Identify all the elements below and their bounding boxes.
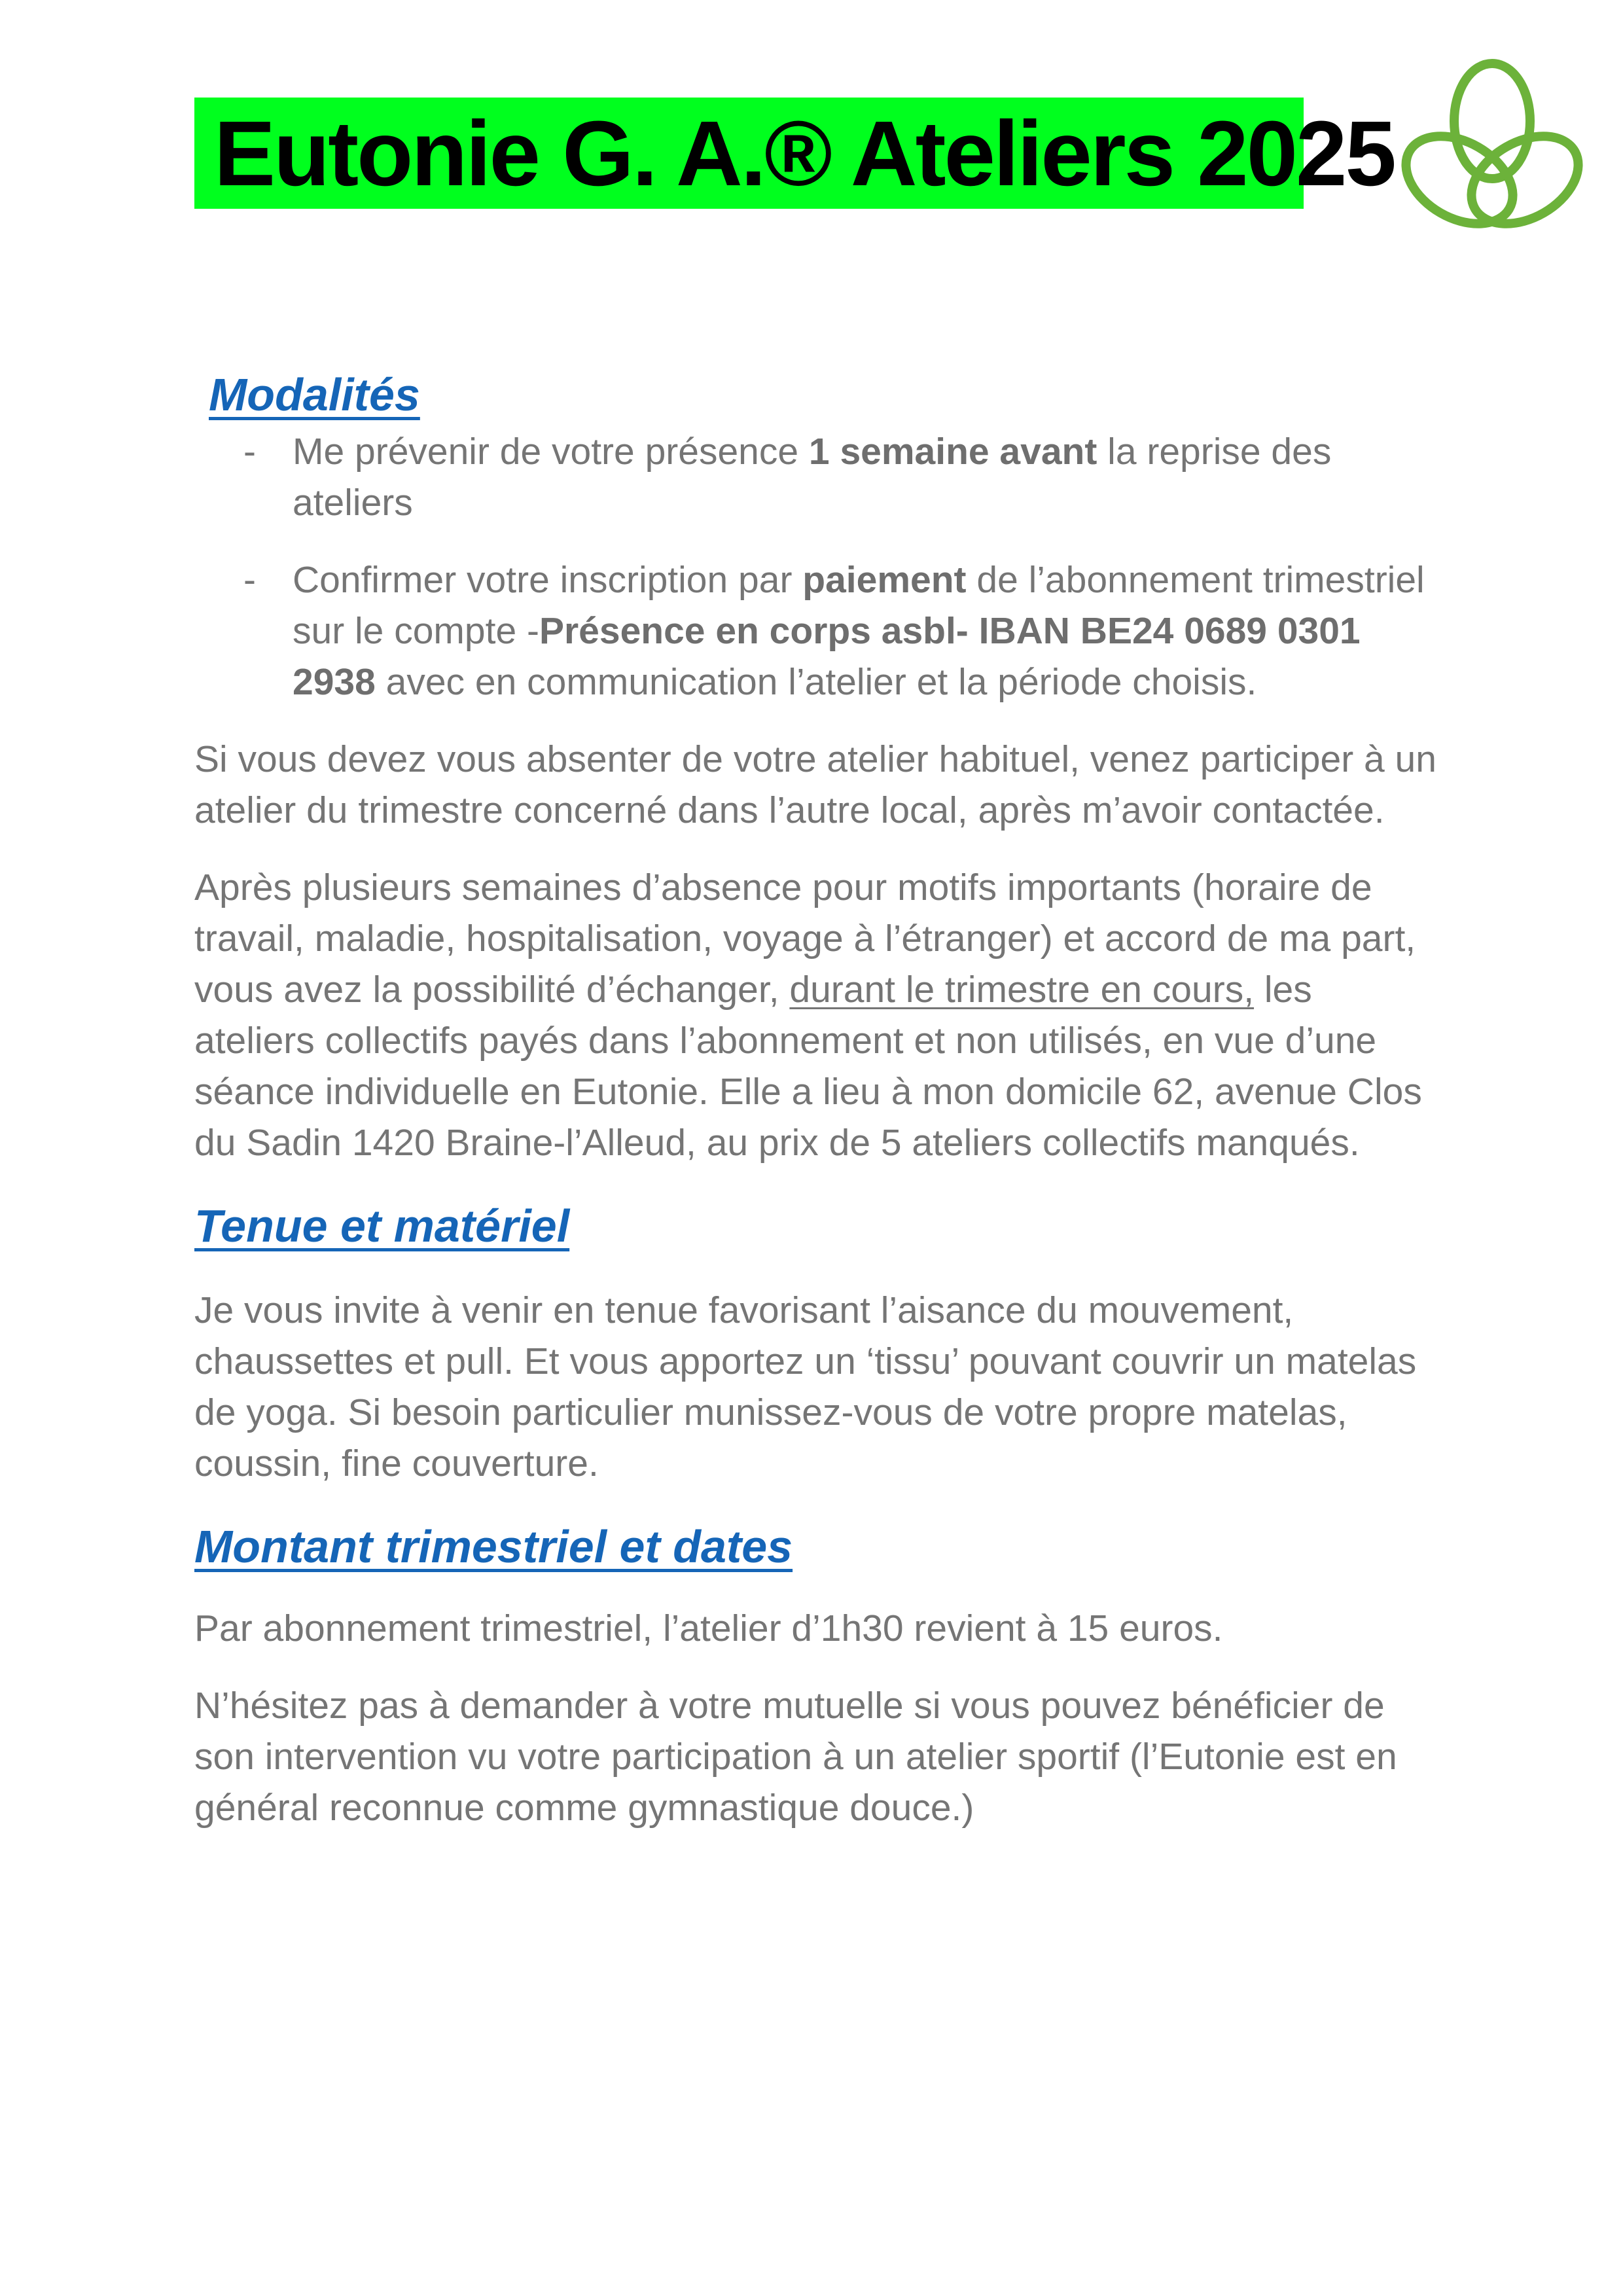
underlined-text: durant le trimestre en cours,: [789, 969, 1255, 1011]
absence-paragraph: Si vous devez vous absenter de votre atelier habituel, venez participer à un atelier du trimestre concerné dans l’autre local, après m’avoir contactée.: [194, 738, 1436, 831]
heading-tenue: Tenue et matériel: [194, 1200, 570, 1251]
bullet-text: de l’abonnement trimestriel sur le compte -: [293, 559, 1425, 652]
heading-modalites: Modalités: [209, 369, 420, 420]
bullet-text: Confirmer votre inscription par: [293, 559, 803, 601]
list-item: [194, 554, 1438, 708]
bullet-bold-text: 1 semaine avant: [808, 431, 1097, 473]
triquetra-logo-icon: [1394, 52, 1590, 242]
bullet-bold-text: paiement: [802, 559, 967, 601]
mutuelle-paragraph: N’hésitez pas à demander à votre mutuelle si vous pouvez bénéficier de son intervention vu votre participation à un atelier sportif (l’Eutonie est en général reconnue comme gymnastique douce.): [194, 1685, 1397, 1829]
tenue-paragraph: Je vous invite à venir en tenue favorisant l’aisance du mouvement, chaussettes et pull. Et vous apportez un ‘tissu’ pouvant couvrir un matelas de yoga. Si besoin particulier munissez-vous de votre propre matelas, coussin, fine couverture.: [194, 1289, 1417, 1484]
modalites-list: [194, 426, 1438, 708]
dash-bullet: -: [243, 559, 256, 601]
bullet-text: Me prévenir de votre présence: [293, 431, 809, 473]
paragraph-text: les ateliers collectifs payés dans l’abonnement et non utilisés, en vue d’une séance individuelle en Eutonie. Elle a lieu à mon domicile 62, avenue Clos du Sadin 1420 Braine-l’Alleud, au prix de 5 ateliers collectifs manqués.: [194, 969, 1422, 1164]
bank-account-text: Présence en corps asbl- IBAN BE24 0689 0301 2938: [293, 610, 1361, 703]
exchange-paragraph: [194, 862, 1438, 1168]
paragraph-text: Après plusieurs semaines d’absence pour motifs importants (horaire de travail, maladie, hospitalisation, voyage à l’étranger) et accord de ma part, vous avez la possibilité d’échanger,: [194, 867, 1416, 1011]
price-paragraph: Par abonnement trimestriel, l’atelier d’1h30 revient à 15 euros.: [194, 1607, 1223, 1649]
heading-montant: Montant trimestriel et dates: [194, 1521, 793, 1572]
bullet-text: la reprise des ateliers: [293, 431, 1332, 524]
bullet-text: avec en communication l’atelier et la période choisis.: [375, 661, 1257, 703]
list-item: [194, 426, 1438, 528]
document-body: [194, 363, 1438, 1859]
dash-bullet: -: [243, 431, 256, 473]
document-title: Eutonie G. A.® Ateliers 2025: [194, 98, 1304, 209]
